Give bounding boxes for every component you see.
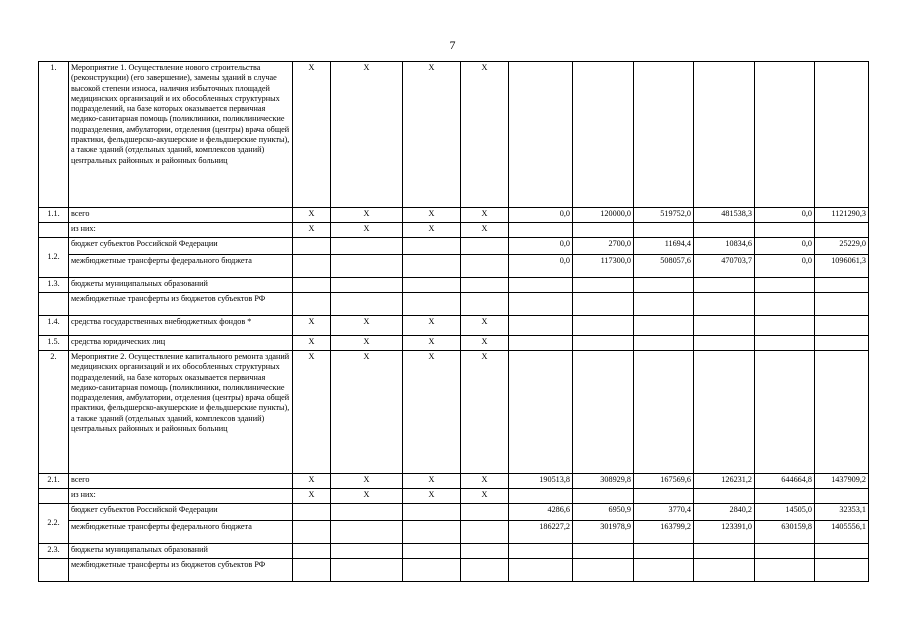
mark-cell — [461, 238, 509, 255]
value-cell: 163799,2 — [634, 521, 694, 544]
mark-cell — [461, 544, 509, 559]
value-cell — [694, 223, 755, 238]
value-cell: 3770,4 — [634, 504, 694, 521]
value-cell — [634, 544, 694, 559]
value-cell — [634, 278, 694, 293]
value-cell — [694, 316, 755, 336]
mark-cell: Х — [461, 316, 509, 336]
value-cell — [755, 559, 815, 582]
value-cell — [694, 62, 755, 208]
value-cell — [634, 223, 694, 238]
value-cell — [573, 544, 634, 559]
value-cell — [509, 336, 573, 351]
mark-cell — [461, 559, 509, 582]
row-description-cell: из них: — [69, 489, 293, 504]
value-cell — [755, 223, 815, 238]
table-row — [39, 336, 869, 351]
value-cell: 0,0 — [509, 208, 573, 223]
row-number-cell: 1.3. — [39, 278, 69, 293]
row-number-cell: 1.2. — [39, 238, 69, 278]
value-cell — [815, 62, 869, 208]
mark-cell — [403, 238, 461, 255]
table-row — [39, 559, 869, 582]
value-cell — [634, 351, 694, 474]
mark-cell — [331, 521, 403, 544]
mark-cell — [461, 521, 509, 544]
value-cell: 644664,8 — [755, 474, 815, 489]
mark-cell: Х — [461, 62, 509, 208]
mark-cell: Х — [461, 208, 509, 223]
value-cell: 4286,6 — [509, 504, 573, 521]
value-cell: 32353,1 — [815, 504, 869, 521]
value-cell: 25229,0 — [815, 238, 869, 255]
value-cell — [573, 559, 634, 582]
row-number-cell: 2.2. — [39, 504, 69, 544]
value-cell — [509, 351, 573, 474]
row-description-cell: всего — [69, 208, 293, 223]
value-cell: 508057,6 — [634, 255, 694, 278]
value-cell — [509, 62, 573, 208]
value-cell — [755, 489, 815, 504]
value-cell — [815, 559, 869, 582]
value-cell: 0,0 — [755, 255, 815, 278]
mark-cell — [461, 504, 509, 521]
row-description-cell: средства государственных внебюджетных фондов * — [69, 316, 293, 336]
value-cell — [573, 223, 634, 238]
row-number-cell: 1.1. — [39, 208, 69, 223]
value-cell — [694, 336, 755, 351]
mark-cell — [331, 238, 403, 255]
mark-cell: Х — [293, 208, 331, 223]
value-cell: 1405556,1 — [815, 521, 869, 544]
mark-cell: Х — [293, 351, 331, 474]
table-row — [39, 238, 869, 255]
mark-cell — [293, 521, 331, 544]
page-number: 7 — [449, 38, 456, 52]
value-cell — [634, 62, 694, 208]
row-description-cell: бюджеты муниципальных образований — [69, 544, 293, 559]
mark-cell: Х — [403, 208, 461, 223]
mark-cell — [293, 255, 331, 278]
value-cell — [815, 336, 869, 351]
row-number-cell: 2.3. — [39, 544, 69, 559]
mark-cell — [403, 559, 461, 582]
value-cell — [694, 559, 755, 582]
mark-cell — [403, 278, 461, 293]
mark-cell — [331, 278, 403, 293]
value-cell: 0,0 — [755, 238, 815, 255]
value-cell — [573, 62, 634, 208]
value-cell — [573, 489, 634, 504]
row-description-cell: из них: — [69, 223, 293, 238]
row-number-cell — [39, 489, 69, 504]
mark-cell: Х — [293, 489, 331, 504]
mark-cell — [293, 504, 331, 521]
mark-cell — [461, 278, 509, 293]
value-cell: 519752,0 — [634, 208, 694, 223]
value-cell — [815, 544, 869, 559]
table-row — [39, 208, 869, 223]
value-cell — [573, 278, 634, 293]
mark-cell: Х — [293, 316, 331, 336]
value-cell — [573, 336, 634, 351]
value-cell — [509, 489, 573, 504]
row-description-cell: всего — [69, 474, 293, 489]
mark-cell — [331, 293, 403, 316]
table-row — [39, 474, 869, 489]
row-description-cell: Мероприятие 2. Осуществление капитального ремонта зданий медицинских организаций и их обособленных структурных подразделений, на базе которых оказывается первичная медико-санитарная помощь (поликлиники, поликлинические подразделения, амбулатории, отделения (центры) врача общей практики, фельдшерско-акушерские и фельдшерские пункты), а также зданий (отдельных зданий, комплексов зданий) центральных районных и районных больниц — [69, 351, 293, 474]
mark-cell — [293, 238, 331, 255]
row-description-cell: средства юридических лиц — [69, 336, 293, 351]
value-cell — [815, 293, 869, 316]
financing-table — [38, 61, 869, 582]
mark-cell: Х — [403, 489, 461, 504]
value-cell — [815, 489, 869, 504]
row-number-cell — [39, 223, 69, 238]
mark-cell — [331, 544, 403, 559]
value-cell — [815, 278, 869, 293]
row-number-cell: 2.1. — [39, 474, 69, 489]
row-description-cell: бюджет субъектов Российской Федерации — [69, 238, 293, 255]
row-description-cell: Мероприятие 1. Осуществление нового строительства (реконструкции) (его завершение), замены зданий в случае высокой степени износа, наличия избыточных площадей медицинских организаций и их обособленных структурных подразделений, на базе которых оказывается первичная медико-санитарная помощь (поликлиники, поликлинические подразделения, амбулатории, отделения (центры) врача общей практики, фельдшерско-акушерские и фельдшерские пункты), а также зданий (отдельных зданий, комплексов зданий) центральных районных и районных больниц — [69, 62, 293, 208]
table-row — [39, 504, 869, 521]
value-cell — [694, 278, 755, 293]
value-cell: 630159,8 — [755, 521, 815, 544]
value-cell: 186227,2 — [509, 521, 573, 544]
row-number-cell — [39, 293, 69, 316]
table-row — [39, 255, 869, 278]
table-row — [39, 316, 869, 336]
value-cell: 470703,7 — [694, 255, 755, 278]
value-cell — [509, 293, 573, 316]
mark-cell — [293, 293, 331, 316]
mark-cell — [403, 544, 461, 559]
mark-cell — [403, 255, 461, 278]
value-cell — [509, 316, 573, 336]
value-cell — [755, 62, 815, 208]
value-cell — [573, 351, 634, 474]
value-cell — [573, 316, 634, 336]
value-cell: 10834,6 — [694, 238, 755, 255]
value-cell — [755, 316, 815, 336]
row-number-cell — [39, 559, 69, 582]
mark-cell — [461, 293, 509, 316]
value-cell — [694, 544, 755, 559]
mark-cell: Х — [293, 474, 331, 489]
mark-cell: Х — [461, 474, 509, 489]
value-cell — [755, 351, 815, 474]
table-row — [39, 278, 869, 293]
value-cell: 14505,0 — [755, 504, 815, 521]
mark-cell: Х — [403, 336, 461, 351]
value-cell: 481538,3 — [694, 208, 755, 223]
value-cell — [634, 293, 694, 316]
value-cell — [755, 544, 815, 559]
value-cell: 2840,2 — [694, 504, 755, 521]
value-cell: 0,0 — [509, 255, 573, 278]
mark-cell: Х — [293, 223, 331, 238]
mark-cell: Х — [461, 336, 509, 351]
value-cell: 123391,0 — [694, 521, 755, 544]
mark-cell — [461, 255, 509, 278]
value-cell: 167569,6 — [634, 474, 694, 489]
row-number-cell: 1. — [39, 62, 69, 208]
row-description-cell: межбюджетные трансферты из бюджетов субъектов РФ — [69, 293, 293, 316]
value-cell — [509, 559, 573, 582]
value-cell — [815, 223, 869, 238]
value-cell — [815, 316, 869, 336]
table-row — [39, 489, 869, 504]
value-cell — [755, 336, 815, 351]
value-cell: 120000,0 — [573, 208, 634, 223]
mark-cell: Х — [331, 351, 403, 474]
row-description-cell: межбюджетные трансферты федерального бюджета — [69, 521, 293, 544]
value-cell: 1096061,3 — [815, 255, 869, 278]
value-cell: 0,0 — [755, 208, 815, 223]
row-description-cell: межбюджетные трансферты федерального бюджета — [69, 255, 293, 278]
row-description-cell: межбюджетные трансферты из бюджетов субъектов РФ — [69, 559, 293, 582]
mark-cell — [293, 278, 331, 293]
mark-cell — [293, 559, 331, 582]
value-cell — [634, 316, 694, 336]
table-row — [39, 62, 869, 208]
mark-cell: Х — [461, 351, 509, 474]
value-cell — [509, 278, 573, 293]
value-cell — [573, 293, 634, 316]
mark-cell: Х — [293, 62, 331, 208]
mark-cell: Х — [331, 62, 403, 208]
mark-cell — [331, 504, 403, 521]
mark-cell: Х — [331, 474, 403, 489]
value-cell — [634, 559, 694, 582]
value-cell: 308929,8 — [573, 474, 634, 489]
mark-cell — [403, 521, 461, 544]
table-row — [39, 544, 869, 559]
value-cell: 1437909,2 — [815, 474, 869, 489]
mark-cell: Х — [403, 223, 461, 238]
row-number-cell: 2. — [39, 351, 69, 474]
mark-cell: Х — [331, 336, 403, 351]
mark-cell: Х — [403, 474, 461, 489]
mark-cell — [331, 255, 403, 278]
mark-cell — [293, 544, 331, 559]
mark-cell: Х — [403, 351, 461, 474]
mark-cell — [331, 559, 403, 582]
row-number-cell: 1.5. — [39, 336, 69, 351]
value-cell: 2700,0 — [573, 238, 634, 255]
value-cell — [694, 293, 755, 316]
value-cell: 190513,8 — [509, 474, 573, 489]
row-number-cell: 1.4. — [39, 316, 69, 336]
mark-cell — [403, 504, 461, 521]
value-cell: 11694,4 — [634, 238, 694, 255]
mark-cell: Х — [331, 223, 403, 238]
value-cell: 0,0 — [509, 238, 573, 255]
value-cell — [509, 223, 573, 238]
mark-cell: Х — [403, 316, 461, 336]
value-cell: 117300,0 — [573, 255, 634, 278]
value-cell — [634, 336, 694, 351]
value-cell: 301978,9 — [573, 521, 634, 544]
mark-cell: Х — [331, 489, 403, 504]
value-cell: 6950,9 — [573, 504, 634, 521]
mark-cell: Х — [461, 489, 509, 504]
value-cell: 126231,2 — [694, 474, 755, 489]
mark-cell: Х — [293, 336, 331, 351]
row-description-cell: бюджет субъектов Российской Федерации — [69, 504, 293, 521]
value-cell — [815, 351, 869, 474]
table-row — [39, 223, 869, 238]
value-cell — [509, 544, 573, 559]
value-cell — [755, 293, 815, 316]
row-description-cell: бюджеты муниципальных образований — [69, 278, 293, 293]
mark-cell: Х — [403, 62, 461, 208]
table-row — [39, 351, 869, 474]
value-cell: 1121290,3 — [815, 208, 869, 223]
mark-cell: Х — [331, 208, 403, 223]
value-cell — [694, 351, 755, 474]
value-cell — [694, 489, 755, 504]
mark-cell — [403, 293, 461, 316]
mark-cell: Х — [461, 223, 509, 238]
value-cell — [634, 489, 694, 504]
value-cell — [755, 278, 815, 293]
table-row — [39, 293, 869, 316]
mark-cell: Х — [331, 316, 403, 336]
table-row — [39, 521, 869, 544]
